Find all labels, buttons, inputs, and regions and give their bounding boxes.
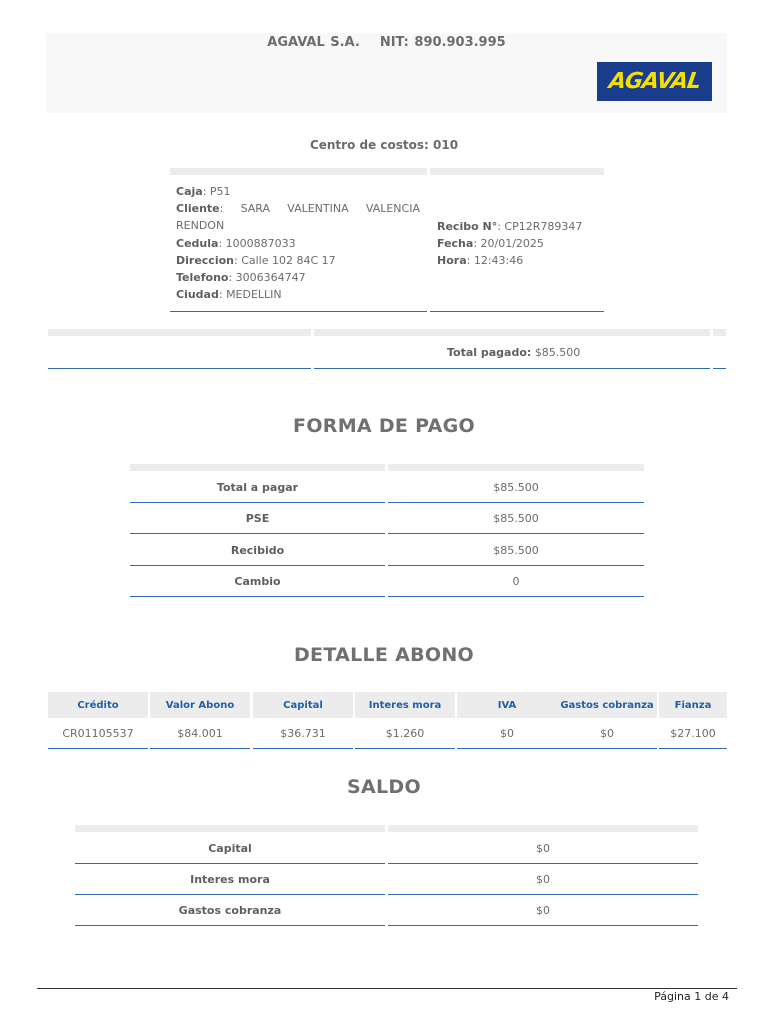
column-header: Interes mora — [355, 692, 455, 718]
forma-pago-title: FORMA DE PAGO — [293, 415, 475, 437]
cliente-name-3: VALENCIA — [365, 202, 420, 216]
forma-pago-bar-right — [388, 464, 644, 471]
column-header: IVA — [457, 692, 557, 718]
saldo-label: Interes mora — [75, 864, 385, 895]
saldo-value: $0 — [388, 864, 698, 895]
table-cell: $1.260 — [355, 718, 455, 749]
receipt-header — [46, 33, 727, 113]
saldo-table — [75, 825, 698, 928]
table-row — [130, 566, 644, 597]
table-cell: $84.001 — [150, 718, 250, 749]
cedula-row: Cedula: 1000887033 — [176, 236, 296, 250]
saldo-label: Capital — [75, 833, 385, 864]
table-cell: $0 — [457, 718, 557, 749]
hora-row: Hora: 12:43:46 — [437, 254, 524, 268]
total-bar-3 — [713, 329, 726, 336]
info-divider-left — [170, 311, 427, 312]
total-pagado-value: $85.500 — [534, 346, 581, 359]
page-number: Página 1 de 4 — [654, 990, 729, 1003]
forma-pago-label: Recibido — [130, 535, 385, 566]
telefono-row: Telefono: 3006364747 — [176, 271, 306, 285]
column-header: Fianza — [659, 692, 727, 718]
cedula-value: 1000887033 — [225, 236, 296, 250]
footer-divider — [37, 988, 737, 989]
recibo-value: CP12R789347 — [504, 220, 583, 233]
total-divider-1 — [48, 368, 311, 369]
forma-pago-label: Total a pagar — [130, 472, 385, 503]
logo-text: AGAVAL — [607, 69, 702, 94]
agaval-logo — [597, 62, 712, 101]
direccion-row: Direccion: Calle 102 84C 17 — [176, 253, 336, 267]
caja-row: Caja: P51 — [176, 185, 231, 198]
total-divider-2 — [314, 368, 710, 369]
cliente-name-2: VALENTINA — [287, 202, 349, 216]
forma-pago-value: $85.500 — [388, 535, 644, 566]
table-cell: $36.731 — [253, 718, 353, 749]
forma-pago-label: PSE — [130, 503, 385, 534]
info-divider-right — [430, 311, 604, 312]
company-nit: NIT: 890.903.995 — [379, 35, 506, 50]
table-row — [130, 503, 644, 534]
total-divider-3 — [713, 368, 726, 369]
fecha-row: Fecha: 20/01/2025 — [437, 237, 544, 251]
forma-pago-bar-left — [130, 464, 385, 471]
saldo-value: $0 — [388, 833, 698, 864]
cliente-row: Cliente: SARA VALENTINA VALENCIA — [176, 200, 420, 217]
direccion-value: Calle 102 84C 17 — [241, 253, 336, 267]
ciudad-row: Ciudad: MEDELLIN — [176, 288, 282, 302]
table-row — [130, 472, 644, 503]
saldo-label: Gastos cobranza — [75, 895, 385, 926]
table-cell: $0 — [557, 718, 657, 749]
cliente-name-1: SARA — [240, 202, 271, 216]
hora-value: 12:43:46 — [473, 254, 524, 268]
recibo-row: Recibo N°: CP12R789347 — [437, 220, 583, 233]
fecha-value: 20/01/2025 — [480, 237, 544, 251]
receipt-info — [437, 218, 607, 270]
total-pagado: Total pagado: $85.500 — [447, 346, 581, 359]
table-cell: $27.100 — [659, 718, 727, 749]
forma-pago-label: Cambio — [130, 566, 385, 597]
column-header: Valor Abono — [150, 692, 250, 718]
saldo-title: SALDO — [347, 776, 421, 798]
telefono-value: 3006364747 — [235, 271, 306, 285]
caja-value: P51 — [209, 185, 231, 198]
table-row — [130, 535, 644, 566]
company-name: AGAVAL S.A. — [267, 35, 360, 50]
column-header: Crédito — [48, 692, 148, 718]
forma-pago-value: $85.500 — [388, 472, 644, 503]
total-bar-1 — [48, 329, 311, 336]
detalle-title: DETALLE ABONO — [293, 644, 475, 666]
saldo-bar-left — [75, 825, 385, 832]
table-row — [75, 833, 698, 864]
client-info — [176, 183, 420, 303]
info-bar-left — [170, 168, 427, 175]
column-header: Gastos cobranza — [557, 692, 657, 718]
saldo-value: $0 — [388, 895, 698, 926]
cost-center: Centro de costos: 010 — [309, 138, 459, 152]
company-line — [46, 35, 727, 50]
forma-pago-value: $85.500 — [388, 503, 644, 534]
column-header: Capital — [253, 692, 353, 718]
info-bar-right — [430, 168, 604, 175]
table-row — [75, 895, 698, 926]
cliente-name-4: RENDON — [176, 219, 225, 233]
saldo-bar-right — [388, 825, 698, 832]
total-bar-2 — [314, 329, 710, 336]
forma-pago-value: 0 — [388, 566, 644, 597]
table-cell: CR01105537 — [48, 718, 148, 749]
table-row — [75, 864, 698, 895]
forma-pago-table — [130, 464, 644, 599]
ciudad-value: MEDELLIN — [226, 288, 282, 302]
